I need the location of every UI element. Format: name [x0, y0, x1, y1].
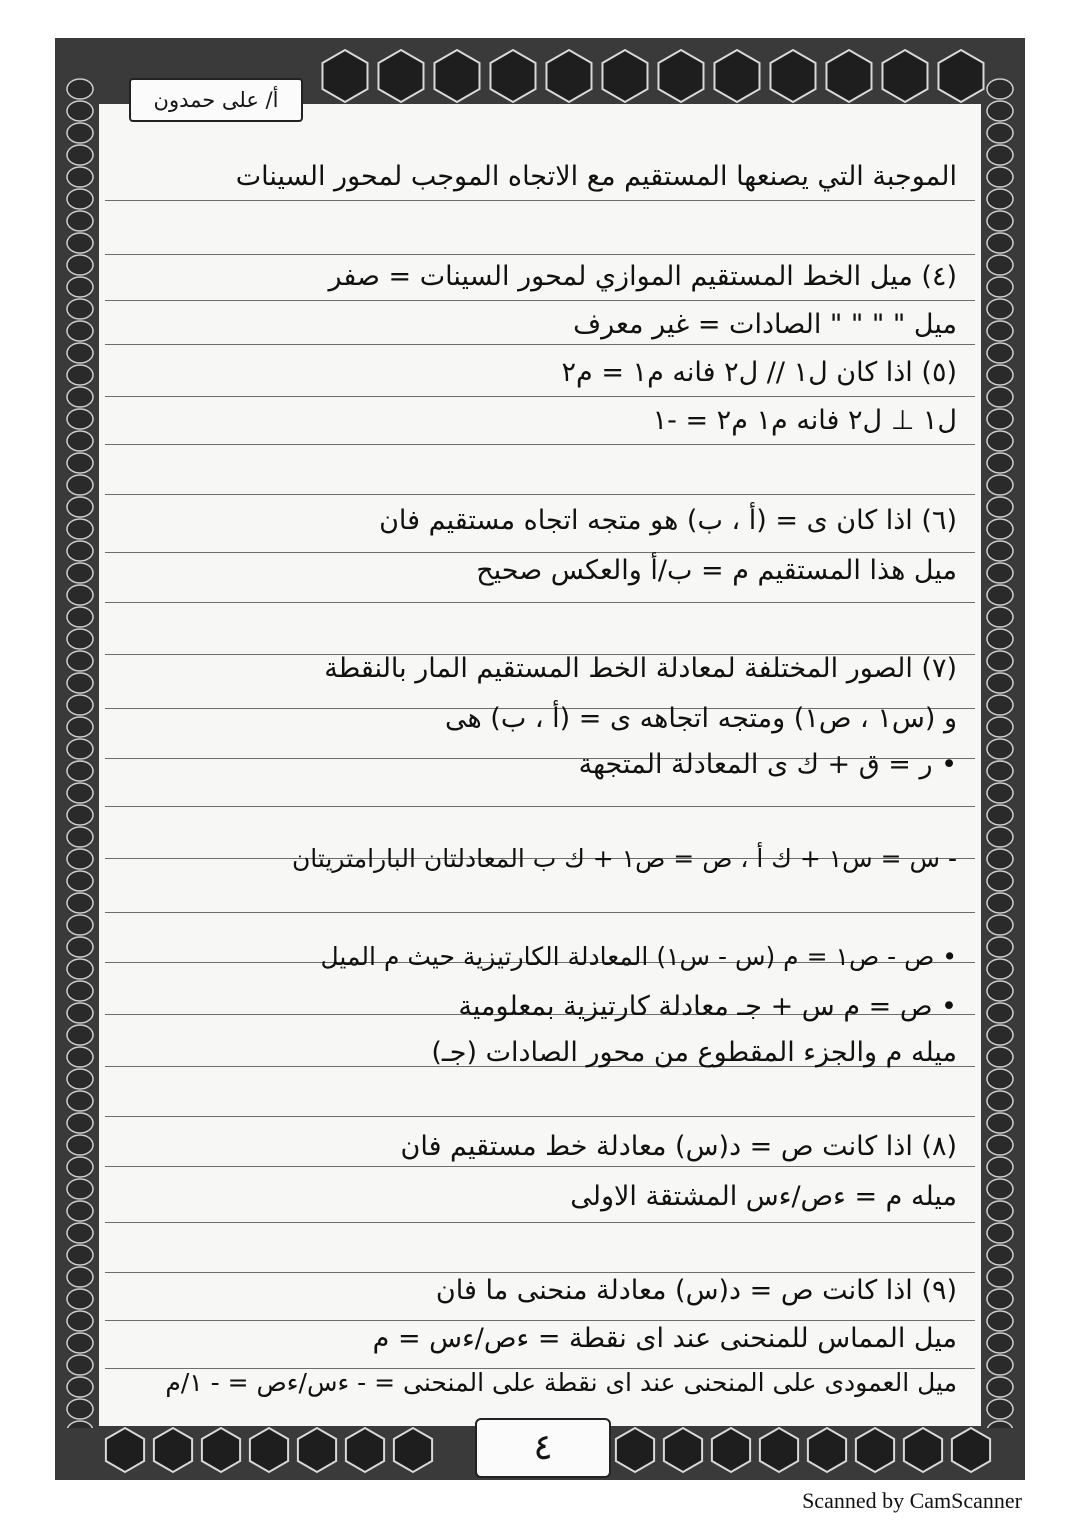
- rail-link: [67, 255, 93, 275]
- rail-link: [987, 1091, 1013, 1111]
- text-line: • ص - ص١ = م (س - س١) المعادلة الكارتيزية حيث م الميل: [320, 942, 957, 971]
- rail-link: [67, 915, 93, 935]
- rail-link: [987, 101, 1013, 121]
- rail-link: [67, 563, 93, 583]
- rail-link: [987, 321, 1013, 341]
- chain-link: [883, 50, 928, 102]
- ruled-line: [105, 1222, 975, 1223]
- ruled-line: [105, 912, 975, 913]
- rail-link: [987, 1157, 1013, 1177]
- chain-link: [435, 50, 480, 102]
- text-line: • ر = ق + ك ى المعادلة المتجهة: [578, 749, 957, 780]
- rail-link: [987, 1003, 1013, 1023]
- rail-link: [67, 1377, 93, 1397]
- chain-link: [856, 1428, 894, 1472]
- ruled-paper: [99, 104, 981, 1426]
- rail-link: [987, 387, 1013, 407]
- rail-link: [67, 1267, 93, 1287]
- text-line: ميله م = ءص/ءس المشتقة الاولى: [570, 1181, 957, 1212]
- ruled-line: [105, 1320, 975, 1321]
- rail-link: [987, 871, 1013, 891]
- rail-link: [987, 453, 1013, 473]
- chain-link: [616, 1428, 654, 1472]
- rail-link: [67, 761, 93, 781]
- rail-link: [987, 1267, 1013, 1287]
- rail-link: [67, 849, 93, 869]
- rail-link: [67, 233, 93, 253]
- rail-link: [987, 1245, 1013, 1265]
- text-line: ميل هذا المستقيم م = ب/أ والعكس صحيح: [476, 555, 957, 586]
- rail-link: [67, 145, 93, 165]
- rail-link: [67, 1069, 93, 1089]
- rail-link: [987, 1311, 1013, 1331]
- text-line: - س = س١ + ك أ ، ص = ص١ + ك ب المعادلتان البارامتريتان: [291, 844, 957, 873]
- rail-link: [987, 519, 1013, 539]
- ruled-line: [105, 1166, 975, 1167]
- rail-link: [67, 695, 93, 715]
- rail-link: [67, 981, 93, 1001]
- rail-link: [987, 849, 1013, 869]
- rail-link: [987, 981, 1013, 1001]
- rail-link: [987, 1047, 1013, 1067]
- rail-link: [987, 629, 1013, 649]
- rail-link: [67, 1201, 93, 1221]
- rail-link: [987, 233, 1013, 253]
- page-number: ٤: [475, 1418, 611, 1478]
- rail-link: [987, 299, 1013, 319]
- rail-link: [987, 475, 1013, 495]
- chain-link: [394, 1428, 432, 1472]
- rail-link: [987, 673, 1013, 693]
- ruled-line: [105, 444, 975, 445]
- rail-link: [987, 1355, 1013, 1375]
- rail-link: [987, 1025, 1013, 1045]
- text-line: ميل " " " " الصادات = غير معرف: [573, 309, 957, 340]
- chain-link: [712, 1428, 750, 1472]
- chain-link: [664, 1428, 702, 1472]
- chain-link: [106, 1428, 144, 1472]
- rail-link: [987, 959, 1013, 979]
- notebook-page: [55, 38, 1025, 1480]
- rail-link: [987, 211, 1013, 231]
- scanner-watermark: Scanned by CamScanner: [802, 1488, 1022, 1513]
- ruled-line: [105, 602, 975, 603]
- text-line: (٤) ميل الخط المستقيم الموازي لمحور السينات = صفر: [328, 261, 957, 292]
- rail-link: [67, 717, 93, 737]
- rail-link: [67, 871, 93, 891]
- chain-link: [379, 50, 424, 102]
- rail-link: [987, 167, 1013, 187]
- ruled-line: [105, 300, 975, 301]
- rail-link: [67, 541, 93, 561]
- rail-link: [987, 189, 1013, 209]
- rail-link: [987, 145, 1013, 165]
- rail-link: [67, 673, 93, 693]
- rail-link: [987, 541, 1013, 561]
- rail-link: [987, 937, 1013, 957]
- chain-link: [298, 1428, 336, 1472]
- rail-link: [987, 1377, 1013, 1397]
- rail-link: [67, 959, 93, 979]
- rail-link: [67, 365, 93, 385]
- text-line: (٥) اذا كان ل١ // ل٢ فانه م١ = م٢: [561, 357, 957, 388]
- rail-link: [987, 123, 1013, 143]
- rail-link: [67, 1157, 93, 1177]
- rail-link: [67, 123, 93, 143]
- rail-link: [67, 585, 93, 605]
- rail-link: [987, 717, 1013, 737]
- chain-link: [154, 1428, 192, 1472]
- chain-link: [808, 1428, 846, 1472]
- chain-link: [715, 50, 760, 102]
- rail-link: [987, 585, 1013, 605]
- ruled-line: [105, 254, 975, 255]
- rail-link: [67, 431, 93, 451]
- rail-link: [67, 1245, 93, 1265]
- rail-link: [987, 1289, 1013, 1309]
- rail-link: [67, 519, 93, 539]
- ruled-line: [105, 200, 975, 201]
- text-line: • ص = م س + جـ معادلة كارتيزية بمعلومية: [458, 991, 957, 1022]
- ruled-line: [105, 1116, 975, 1117]
- chain-link: [760, 1428, 798, 1472]
- rail-link: [987, 255, 1013, 275]
- rail-link: [67, 1135, 93, 1155]
- rail-link: [67, 607, 93, 627]
- rail-link: [67, 629, 93, 649]
- chain-link: [771, 50, 816, 102]
- rail-link: [987, 1069, 1013, 1089]
- ruled-line: [105, 806, 975, 807]
- rail-link: [67, 1091, 93, 1111]
- text-line: ميله م والجزء المقطوع من محور الصادات (جـ): [431, 1037, 957, 1068]
- rail-link: [987, 739, 1013, 759]
- rail-link: [67, 321, 93, 341]
- ruled-line: [105, 1272, 975, 1273]
- text-line: ميل العمودى على المنحنى عند اى نقطة على المنحنى = - ءس/ءص = - ١/م: [165, 1368, 957, 1397]
- text-line: (٩) اذا كانت ص = د(س) معادلة منحنى ما فان: [435, 1275, 957, 1306]
- rail-link: [987, 497, 1013, 517]
- chain-link: [250, 1428, 288, 1472]
- chain-link: [346, 1428, 384, 1472]
- rail-link: [67, 1355, 93, 1375]
- text-line: الموجبة التي يصنعها المستقيم مع الاتجاه الموجب لمحور السينات: [235, 161, 957, 192]
- rail-link: [67, 651, 93, 671]
- rail-link: [67, 1399, 93, 1419]
- rail-link: [987, 607, 1013, 627]
- ruled-line: [105, 552, 975, 553]
- rail-link: [67, 1289, 93, 1309]
- rail-link: [987, 1223, 1013, 1243]
- text-line: (٨) اذا كانت ص = د(س) معادلة خط مستقيم فان: [400, 1131, 957, 1162]
- rail-link: [67, 79, 93, 99]
- chain-link: [603, 50, 648, 102]
- rail-link: [67, 1003, 93, 1023]
- rail-link: [987, 409, 1013, 429]
- rail-link: [987, 1179, 1013, 1199]
- rail-link: [987, 431, 1013, 451]
- chain-link: [827, 50, 872, 102]
- chain-link: [939, 50, 984, 102]
- rail-link: [987, 827, 1013, 847]
- rail-link: [67, 1113, 93, 1133]
- rail-link: [987, 783, 1013, 803]
- rail-link: [67, 343, 93, 363]
- decorative-border-right: [981, 78, 1019, 1428]
- rail-link: [67, 277, 93, 297]
- rail-link: [67, 1223, 93, 1243]
- text-line: (٧) الصور المختلفة لمعادلة الخط المستقيم المار بالنقطة: [324, 653, 957, 684]
- rail-link: [67, 101, 93, 121]
- rail-link: [987, 277, 1013, 297]
- rail-link: [987, 805, 1013, 825]
- rail-link: [67, 893, 93, 913]
- rail-link: [987, 1135, 1013, 1155]
- rail-link: [987, 695, 1013, 715]
- rail-link: [67, 497, 93, 517]
- rail-link: [67, 409, 93, 429]
- author-label: أ/ على حمدون: [129, 78, 303, 122]
- rail-link: [987, 1399, 1013, 1419]
- rail-link: [67, 1025, 93, 1045]
- rail-link: [67, 1179, 93, 1199]
- rail-link: [987, 79, 1013, 99]
- rail-link: [67, 189, 93, 209]
- rail-link: [67, 299, 93, 319]
- rail-link: [67, 211, 93, 231]
- rail-link: [987, 343, 1013, 363]
- chain-link: [323, 50, 368, 102]
- chain-link: [659, 50, 704, 102]
- rail-link: [67, 1047, 93, 1067]
- rail-link: [987, 893, 1013, 913]
- chain-link: [491, 50, 536, 102]
- rail-link: [67, 453, 93, 473]
- rail-link: [987, 915, 1013, 935]
- chain-link: [547, 50, 592, 102]
- rail-link: [67, 1333, 93, 1353]
- rail-link: [67, 937, 93, 957]
- rail-link: [67, 805, 93, 825]
- ruled-line: [105, 494, 975, 495]
- rail-link: [987, 761, 1013, 781]
- rail-link: [67, 739, 93, 759]
- text-line: ميل المماس للمنحنى عند اى نقطة = ءص/ءس = م: [372, 1323, 957, 1354]
- ruled-line: [105, 344, 975, 345]
- chain-link: [202, 1428, 240, 1472]
- rail-link: [67, 827, 93, 847]
- rail-link: [987, 1333, 1013, 1353]
- text-line: و (س١ ، ص١) ومتجه اتجاهه ى = (أ ، ب) هى: [444, 703, 957, 734]
- rail-link: [987, 1113, 1013, 1133]
- rail-link: [67, 387, 93, 407]
- rail-link: [987, 563, 1013, 583]
- chain-link: [904, 1428, 942, 1472]
- text-line: (٦) اذا كان ى = (أ ، ب) هو متجه اتجاه مستقيم فان: [379, 505, 957, 536]
- rail-link: [987, 365, 1013, 385]
- ruled-line: [105, 396, 975, 397]
- rail-link: [987, 1201, 1013, 1221]
- chain-link: [952, 1428, 990, 1472]
- rail-link: [67, 1311, 93, 1331]
- rail-link: [67, 783, 93, 803]
- rail-link: [67, 167, 93, 187]
- rail-link: [67, 475, 93, 495]
- text-line: ل١ ⊥ ل٢ فانه م١ م٢ = -١: [652, 405, 957, 436]
- rail-link: [987, 651, 1013, 671]
- decorative-border-left: [61, 78, 99, 1428]
